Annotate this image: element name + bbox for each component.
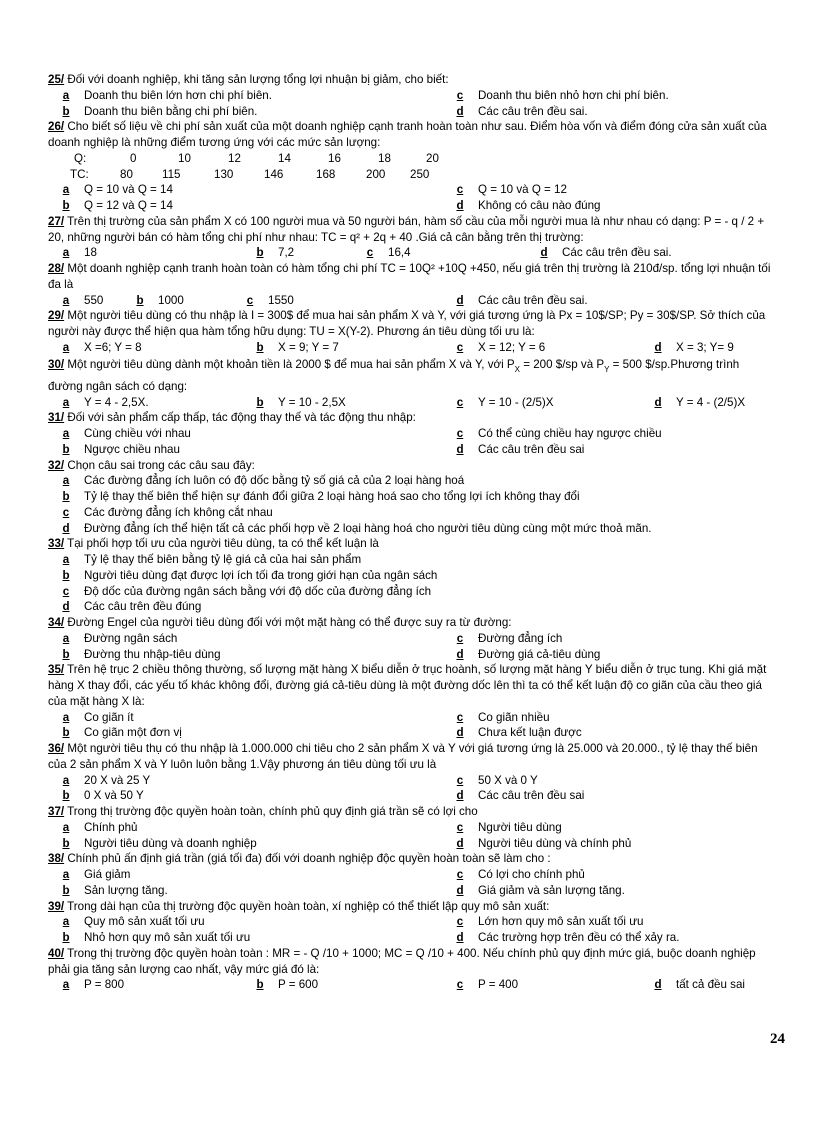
option-d[interactable]: d Các câu trên đều sai <box>456 789 585 803</box>
question-stem <box>48 899 776 915</box>
question-stem <box>48 458 776 474</box>
option-a[interactable]: a Doanh thu biên lớn hơn chi phí biên. <box>62 88 272 102</box>
option-d[interactable]: d Người tiêu dùng và chính phủ <box>456 836 632 850</box>
question-31 <box>48 410 776 457</box>
question-stem <box>48 615 776 631</box>
option-c[interactable]: c Y = 10 - (2/5)X <box>456 395 554 409</box>
question-number: 30/ <box>48 357 65 371</box>
question-28 <box>48 261 776 308</box>
option-a[interactable]: a Tỷ lệ thay thế biên bằng tỷ lệ giá cả của hai sản phẩm <box>62 553 362 566</box>
option-d[interactable]: d X = 3; Y= 9 <box>654 340 734 354</box>
question-stem: 30/ Một người tiêu dùng dành một khoản tiền là 2000 $ để mua hai sản phẩm X và Y, với $P_X = 200$ $/sp và $P_Y = 500$ $/sp.Phương trình đường ngân sách có dạng: <box>48 357 740 393</box>
question-stem <box>48 72 776 88</box>
option-d[interactable]: d Các câu trên đều sai <box>456 442 585 456</box>
option-b[interactable]: b Y = 10 - 2,5X <box>256 395 346 409</box>
question-text: Chọn câu sai trong các câu sau đây: <box>64 458 255 472</box>
question-38 <box>48 851 776 898</box>
option-b[interactable]: b Doanh thu biên bằng chi phí biên. <box>62 104 258 118</box>
option-c[interactable]: c Người tiêu dùng <box>456 820 562 834</box>
option-b[interactable]: b 1000 <box>136 293 184 307</box>
question-text: Một doanh nghiệp cạnh tranh hoàn toàn có hàm tổng chi phí TC = 10Q² +10Q +450, nếu giá trên thị trường là 210đ/sp. tổng lợi nhuận tối đa là <box>48 262 771 291</box>
table-row-q: Q: 0 10 12 14 16 18 20 <box>74 151 439 165</box>
question-text: Trên hệ trục 2 chiều thông thường, số lượng mặt hàng X biểu diễn ở trục hoành, số lượng mặt hàng Y biểu diễn ở trục tung. Khi giá mặt hàng X thay đổi, các yếu tố khác không đổi, đường giá cả-tiêu dùng là một đường dốc lên thì ta có thể kết luận độ co giãn của cầu theo giá của mặt hàng X là: <box>48 663 767 708</box>
question-number: 32/ <box>48 458 65 472</box>
option-b[interactable]: b Nhỏ hơn quy mô sản xuất tối ưu <box>62 931 251 944</box>
option-d[interactable]: d Các câu trên đều sai. <box>456 293 588 307</box>
question-stem <box>48 851 776 867</box>
option-c[interactable]: c Đường đẳng ích <box>456 631 563 645</box>
question-27 <box>48 214 776 261</box>
question-stem <box>48 946 776 978</box>
question-text: Đối với doanh nghiệp, khi tăng sản lượng tổng lợi nhuận bị giảm, cho biết: <box>64 73 449 86</box>
option-c[interactable]: c P = 400 <box>456 978 519 992</box>
option-d[interactable]: d Đường đẳng ích thể hiện tất cả các phối hợp về 2 loại hàng hoá cho người tiêu dùng cùng một mức thoả mãn. <box>62 521 652 535</box>
question-34 <box>48 615 776 662</box>
question-text: Cho biết số liệu về chi phí sản xuất của một doanh nghiệp cạnh tranh hoàn toàn như sau. Điểm hòa vốn và điểm đóng cửa sản xuất của doanh nghiệp là những điểm tương ứng với các mức sản lượng: <box>48 120 767 149</box>
question-number: 27/ <box>48 214 65 228</box>
option-d[interactable]: d Các câu trên đều sai. <box>456 104 588 118</box>
option-a[interactable]: a 20 X và 25 Y <box>62 773 151 787</box>
question-35 <box>48 662 776 741</box>
question-stem <box>48 410 776 426</box>
option-a[interactable]: a P = 800 <box>62 978 125 992</box>
option-a[interactable]: a Chính phủ <box>62 820 138 834</box>
question-26 <box>48 119 776 214</box>
option-d[interactable]: d Các câu trên đều sai. <box>540 246 672 260</box>
option-b[interactable]: b Q = 12 và Q = 14 <box>62 199 173 212</box>
option-b[interactable]: b Co giãn một đơn vị <box>62 726 182 740</box>
question-25 <box>48 72 776 119</box>
question-stem <box>48 741 776 773</box>
option-b[interactable]: b X = 9; Y = 7 <box>256 340 339 354</box>
option-b[interactable]: b Ngược chiều nhau <box>62 442 180 456</box>
table-row-tc: TC: 80 115 130 146 168 200 250 <box>70 167 430 181</box>
question-sheet <box>48 72 776 993</box>
question-40 <box>48 946 776 993</box>
option-c[interactable]: c X = 12; Y = 6 <box>456 340 546 354</box>
question-text: Một người tiêu dùng có thu nhập là I = 300$ để mua hai sản phẩm X và Y, với giá tương ứng là Px = 10$/SP; Py = 30$/SP. Sở thích của người này được thể hiện qua hàm tổng hữu dụng: TU = X(Y-2). Phương án tiêu dùng tối ưu là: <box>48 309 766 338</box>
question-text: Đối với sản phẩm cấp thấp, tác động thay thế và tác động thu nhập: <box>64 411 416 425</box>
question-stem <box>48 662 776 709</box>
question-stem <box>48 119 776 151</box>
option-b[interactable]: b 0 X và 50 Y <box>62 789 144 803</box>
option-a[interactable]: a Cùng chiều với nhau <box>62 427 191 440</box>
option-a[interactable]: a Q = 10 và Q = 14 <box>62 183 173 197</box>
question-32 <box>48 458 776 537</box>
question-number: 26/ <box>48 120 65 134</box>
option-c[interactable]: c Doanh thu biên nhỏ hơn chi phí biên. <box>456 88 669 102</box>
option-a[interactable]: a Các đường đẳng ích luôn có độ dốc bằng tỷ số giá cả của 2 loại hàng hoá <box>62 474 465 488</box>
option-d[interactable]: d Các câu trên đều đúng <box>62 600 202 614</box>
question-text: Trên thị trường của sản phẩm X có 100 người mua và 50 người bán, hàm số cầu của mỗi người mua là như nhau có dạng: P = - q / 2 + 20, những người bán có hàm tổng chi phí như nhau: TC = q² + 2q + 40 .Giá cả cân bằng trên thị trường: <box>48 214 765 244</box>
question-number: 34/ <box>48 616 65 629</box>
option-c[interactable]: c 50 X và 0 Y <box>456 773 538 787</box>
option-d[interactable]: d Không có câu nào đúng <box>456 199 601 212</box>
option-d[interactable]: d tất cả đều sai <box>654 978 745 992</box>
option-a[interactable]: a Co giãn ít <box>62 710 134 724</box>
option-b[interactable]: b Tỷ lệ thay thế biên thể hiện sự đánh đổi giữa 2 loại hàng hoá sao cho tổng lợi ích không thay đổi <box>62 490 580 503</box>
question-number: 35/ <box>48 663 65 677</box>
question-29 <box>48 308 776 355</box>
option-a[interactable]: a Quy mô sản xuất tối ưu <box>62 915 205 929</box>
option-a[interactable]: a 550 <box>62 293 104 307</box>
question-number: 39/ <box>48 899 65 913</box>
question-stem <box>48 308 776 340</box>
option-a[interactable]: a X =6; Y = 8 <box>62 340 142 354</box>
option-c[interactable]: c Có lợi cho chính phủ <box>456 868 585 881</box>
question-text: Tại phối hợp tối ưu của người tiêu dùng, ta có thể kết luận là <box>64 537 379 551</box>
option-d[interactable]: d Giá giảm và sản lượng tăng. <box>456 883 625 897</box>
question-text: Chính phủ ấn định giá trần (giá tối đa) đối với doanh nghiệp độc quyền hoàn toàn sẽ làm cho : <box>64 852 551 866</box>
option-a[interactable]: a Đường ngân sách <box>62 631 178 645</box>
question-stem <box>48 261 776 293</box>
option-d[interactable]: d Y = 4 - (2/5)X <box>654 395 746 409</box>
question-stem <box>48 804 776 820</box>
question-text: Trong dài hạn của thị trường độc quyền hoàn toàn, xí nghiệp có thể thiết lập quy mô sản xuất: <box>64 899 550 913</box>
question-36 <box>48 741 776 804</box>
option-c[interactable]: c Có thể cùng chiều hay ngược chiều <box>456 427 662 440</box>
question-37 <box>48 804 776 851</box>
option-c[interactable]: c Co giãn nhiều <box>456 710 550 724</box>
question-stem <box>48 214 776 246</box>
option-d[interactable]: d Chưa kết luận được <box>456 726 582 740</box>
question-number: 40/ <box>48 946 65 960</box>
option-b[interactable]: b Sản lượng tăng. <box>62 883 168 897</box>
option-b[interactable]: b 7,2 <box>256 246 295 260</box>
question-number: 33/ <box>48 537 65 551</box>
option-c[interactable]: c Độ dốc của đường ngân sách bằng với độ dốc của đường đẳng ích <box>62 584 432 598</box>
option-b[interactable]: b P = 600 <box>256 978 319 992</box>
question-text: Đường Engel của người tiêu dùng đối với một mặt hàng có thể được suy ra từ đường: <box>64 616 512 629</box>
question-number: 31/ <box>48 411 65 425</box>
option-d[interactable]: d Các trường hợp trên đều có thể xảy ra. <box>456 931 680 944</box>
question-text: Trong thị trường độc quyền hoàn toàn : MR = - Q /10 + 1000; MC = Q /10 + 400. Nếu chính phủ quy định mức giá, buộc doanh nghiệp phải gia tăng sản lượng cao nhất, vậy mức giá đó là: <box>48 946 756 976</box>
page-number: 24 <box>770 1031 785 1047</box>
option-a[interactable]: a Giá giảm <box>62 868 131 881</box>
option-c[interactable]: c Q = 10 và Q = 12 <box>456 183 567 197</box>
question-number: 25/ <box>48 73 65 86</box>
option-c[interactable]: c Các đường đẳng ích không cắt nhau <box>62 505 273 519</box>
question-text: Một người tiêu thụ có thu nhập là 1.000.000 chi tiêu cho 2 sản phẩm X và Y với giá tương ứng là 25.000 và 20.000., tỷ lệ thay thế biên của 2 sản phẩm X và Y luôn luôn bằng 1.Vậy phương án tiêu dùng tối ưu là <box>48 742 758 771</box>
option-b[interactable]: b Người tiêu dùng đạt được lợi ích tối đa trong giới hạn của ngân sách <box>62 568 438 582</box>
question-number: 37/ <box>48 805 65 818</box>
option-b[interactable]: b Người tiêu dùng và doanh nghiệp <box>62 836 257 850</box>
question-number: 36/ <box>48 742 65 755</box>
question-stem <box>48 536 776 552</box>
option-a[interactable]: a 18 <box>62 246 97 260</box>
option-c[interactable]: c 1550 <box>246 293 294 307</box>
option-c[interactable]: c 16,4 <box>366 246 411 260</box>
question-30 <box>48 356 776 411</box>
question-number: 38/ <box>48 852 65 866</box>
option-d[interactable]: d Đường giá cả-tiêu dùng <box>456 647 601 661</box>
question-number: 29/ <box>48 309 65 323</box>
option-a[interactable]: a Y = 4 - 2,5X. <box>62 395 149 409</box>
question-33 <box>48 536 776 615</box>
question-39 <box>48 899 776 946</box>
option-c[interactable]: c Lớn hơn quy mô sản xuất tối ưu <box>456 915 644 929</box>
question-text: Trong thị trường độc quyền hoàn toàn, chính phủ quy định giá trần sẽ có lợi cho <box>64 805 478 818</box>
question-number: 28/ <box>48 262 65 275</box>
option-b[interactable]: b Đường thu nhập-tiêu dùng <box>62 647 221 661</box>
